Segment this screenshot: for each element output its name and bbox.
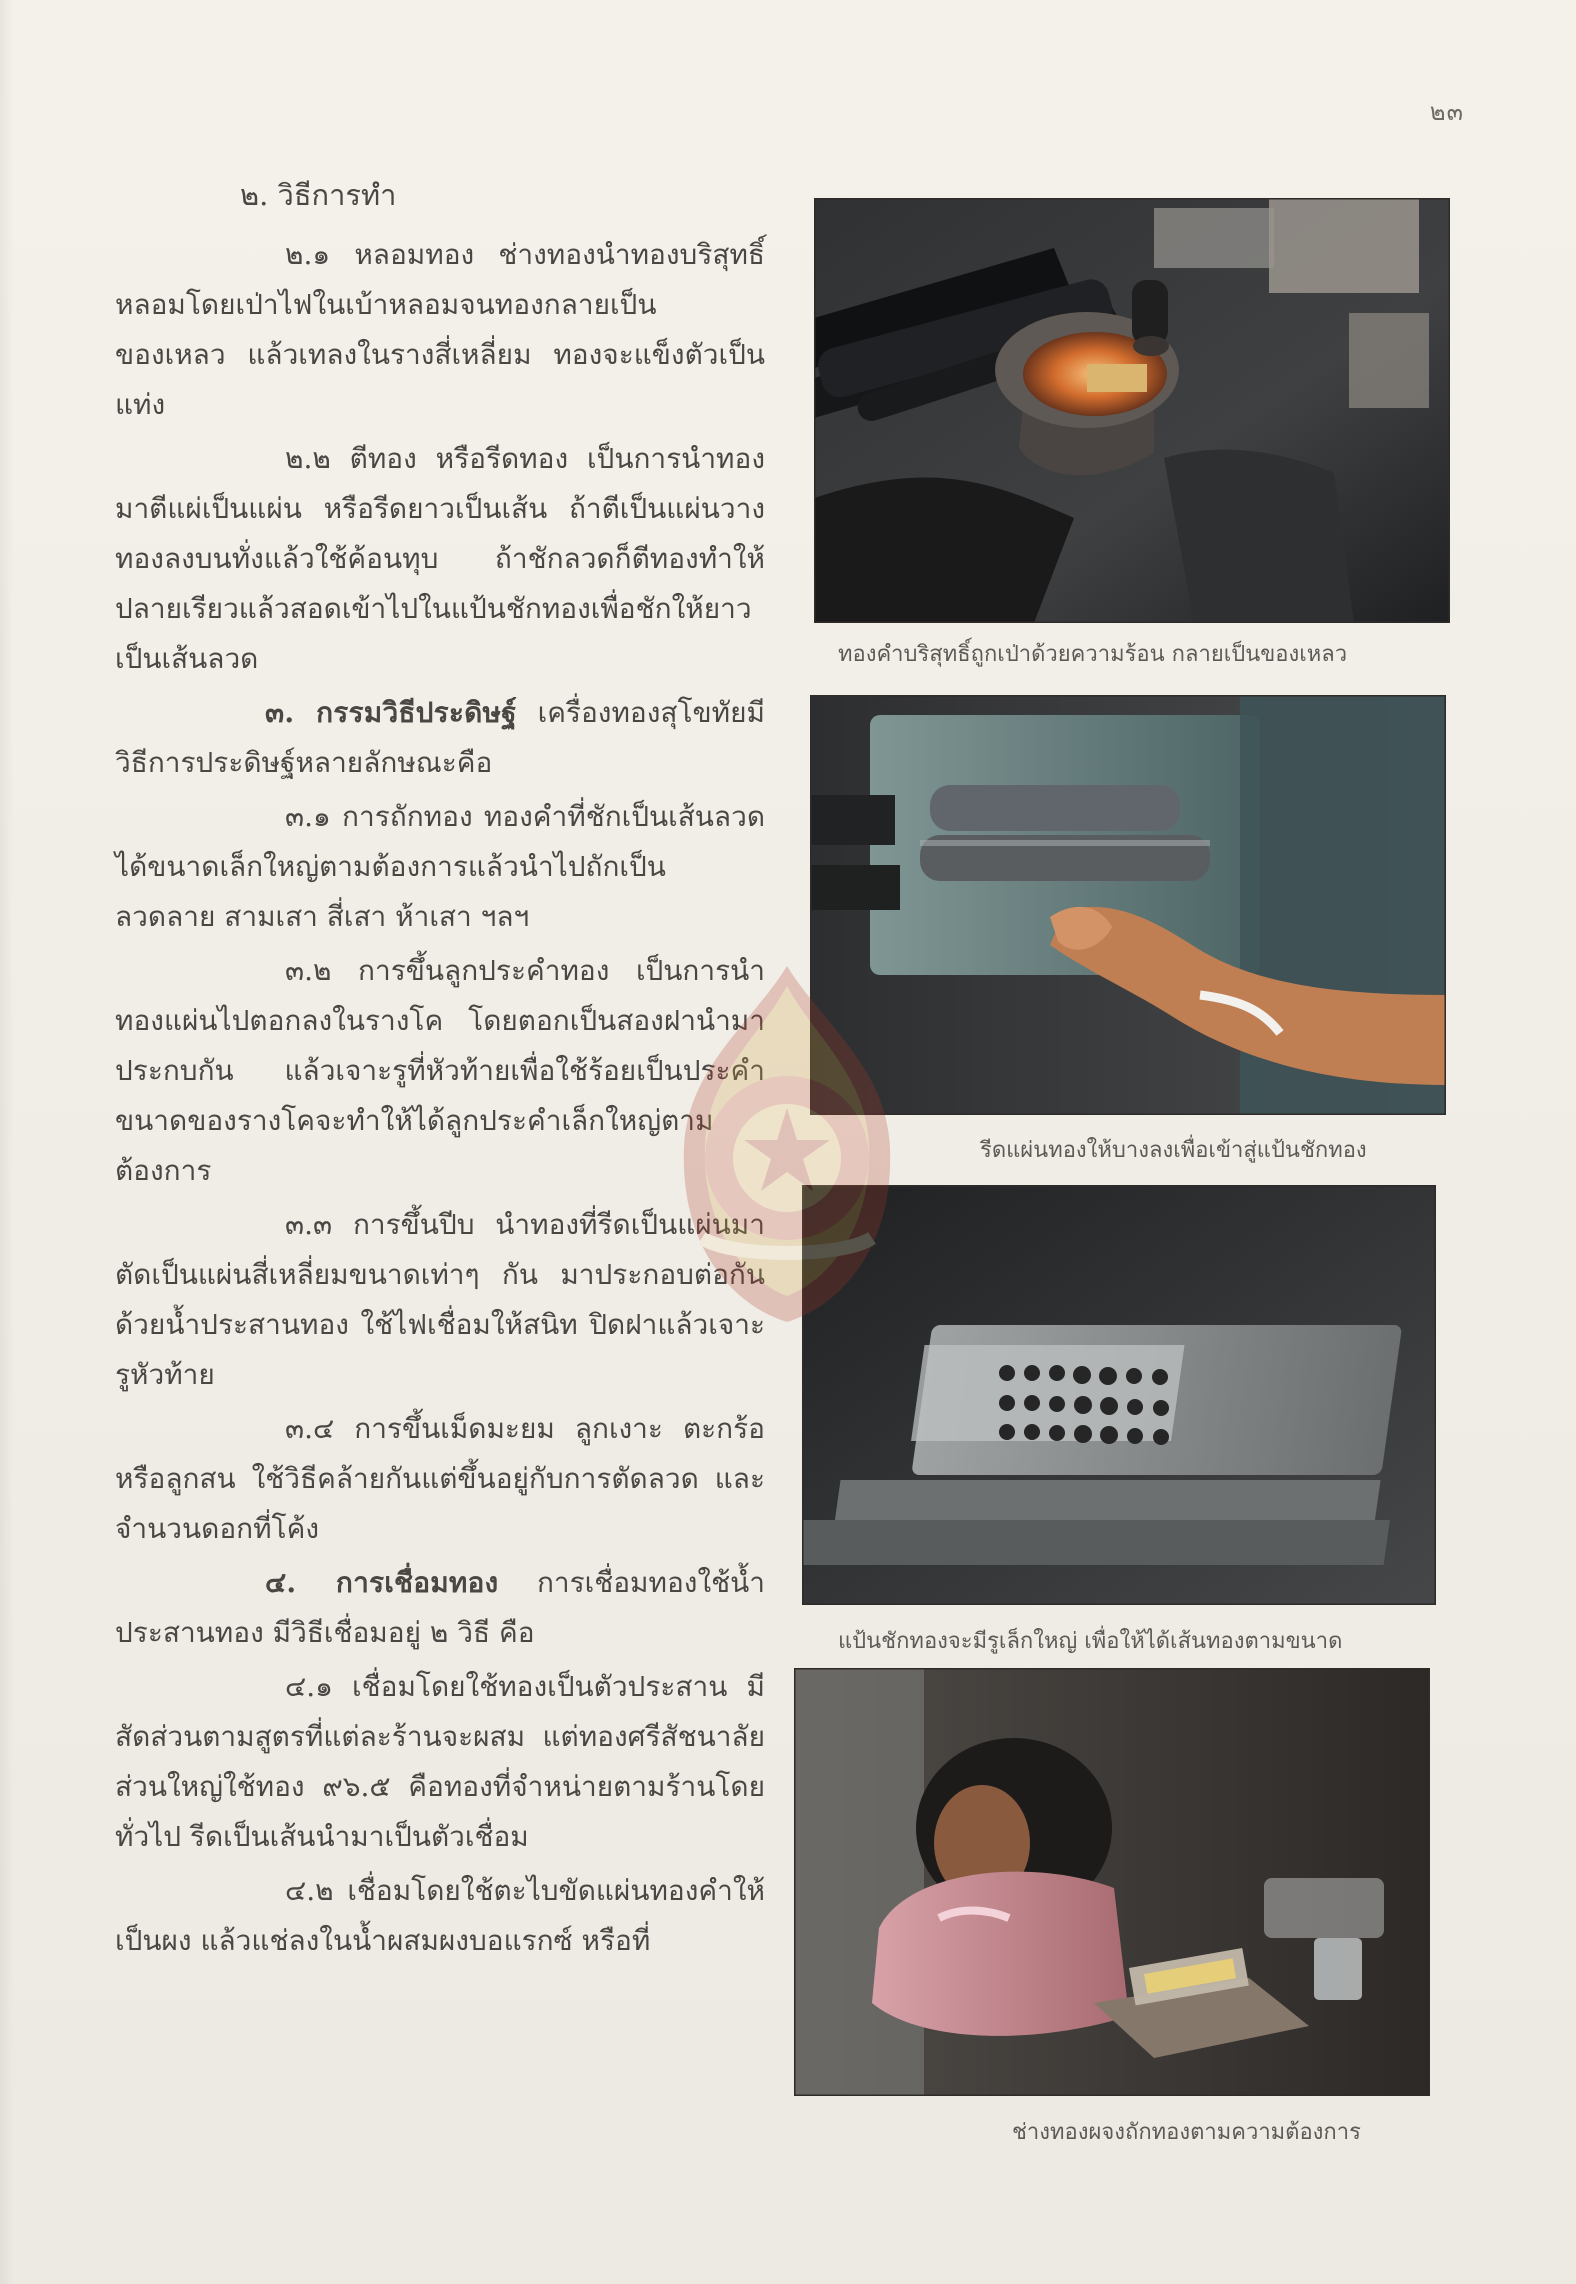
paragraph-4-1: ๔.๑ เชื่อมโดยใช้ทองเป็นตัวประสาน มีสัดส่วนตามสูตรที่แต่ละร้านจะผสม แต่ทองศรีสัชนาลัยส่วนใหญ่ใช้ทอง ๙๖.๕ คือทองที่จำหน่ายตามร้านโดยทั่วไป รีดเป็นเส้นนำมาเป็นตัวเชื่อม <box>115 1670 765 1853</box>
draw-plate-caption: แป้นชักทองจะมีรูเล็กใหญ่ เพื่อให้ได้เส้นทองตามขนาด <box>838 1629 1343 1654</box>
body-text-column <box>115 170 765 1970</box>
paragraph-4 <box>115 1558 765 1658</box>
paragraph-4-2: ๔.๒ เชื่อมโดยใช้ตะไบขัดแผ่นทองคำให้เป็นผง แล้วแช่ลงในน้ำผสมผงบอแรกซ์ หรือที่ <box>115 1874 765 1957</box>
gold-melting-caption: ทองคำบริสุทธิ์ถูกเป่าด้วยความร้อน กลายเป็นของเหลว <box>838 642 1348 667</box>
page-number: ๒๓ <box>1429 98 1464 126</box>
goldsmith-weaving-photo <box>794 1668 1430 2096</box>
paragraph-3-1: ๓.๑ การถักทอง ทองคำที่ชักเป็นเส้นลวดได้ขนาดเล็กใหญ่ตามต้องการแล้วนำไปถักเป็นลวดลาย สามเสา สี่เสา ห้าเสา ฯลฯ <box>115 800 765 933</box>
paragraph-3 <box>115 688 765 788</box>
draw-plate-photo <box>802 1185 1436 1605</box>
section-3-intro: เครื่องทองสุโขทัยมีวิธีการประดิษฐ์หลายลักษณะคือ <box>115 696 765 779</box>
section-2-heading: ๒. วิธีการทำ <box>240 178 397 212</box>
paragraph-3-2: ๓.๒ การขึ้นลูกประคำทอง เป็นการนำทองแผ่นไปตอกลงในรางโค โดยตอกเป็นสองฝานำมาประกบกัน แล้วเจาะรูที่หัวท้ายเพื่อใช้ร้อยเป็นประคำ ขนาดของรางโคจะทำให้ได้ลูกประคำเล็กใหญ่ตามต้องการ <box>115 954 765 1187</box>
paragraph-2-1: ๒.๑ หลอมทอง ช่างทองนำทองบริสุทธิ์หลอมโดยเป่าไฟในเบ้าหลอมจนทองกลายเป็นของเหลว แล้วเทลงในรางสี่เหลี่ยม ทองจะแข็งตัวเป็นแท่ง <box>115 238 765 421</box>
gold-rolling-caption: รีดแผ่นทองให้บางลงเพื่อเข้าสู่แป้นชักทอง <box>980 1138 1367 1163</box>
paragraph-2-2: ๒.๒ ตีทอง หรือรีดทอง เป็นการนำทองมาตีแผ่เป็นแผ่น หรือรีดยาวเป็นเส้น ถ้าตีเป็นแผ่นวางทองลงบนทั่งแล้วใช้ค้อนทุบ ถ้าชักลวดก็ตีทองทำให้ปลายเรียวแล้วสอดเข้าไปในแป้นชักทองเพื่อชักให้ยาวเป็นเส้นลวด <box>115 442 765 675</box>
section-4-heading: ๔. การเชื่อมทอง <box>265 1566 499 1599</box>
paragraph-3-4: ๓.๔ การขึ้นเม็ดมะยม ลูกเงาะ ตะกร้อ หรือลูกสน ใช้วิธีคล้ายกันแต่ขึ้นอยู่กับการตัดลวด และจำนวนดอกที่โค้ง <box>115 1412 765 1545</box>
gold-rolling-photo <box>810 695 1446 1115</box>
gold-melting-photo <box>814 198 1450 623</box>
section-3-heading: ๓. กรรมวิธีประดิษฐ์ <box>265 696 517 729</box>
section-4-intro: การเชื่อมทองใช้น้ำประสานทอง มีวิธีเชื่อมอยู่ ๒ วิธี คือ <box>115 1566 765 1649</box>
goldsmith-weaving-caption: ช่างทองผจงถักทองตามความต้องการ <box>1012 2120 1361 2145</box>
paragraph-3-3: ๓.๓ การขึ้นปีบ นำทองที่รีดเป็นแผ่นมาตัดเป็นแผ่นสี่เหลี่ยมขนาดเท่าๆ กัน มาประกอบต่อกันด้วยน้ำประสานทอง ใช้ไฟเชื่อมให้สนิท ปิดฝาแล้วเจาะรูหัวท้าย <box>115 1208 765 1391</box>
